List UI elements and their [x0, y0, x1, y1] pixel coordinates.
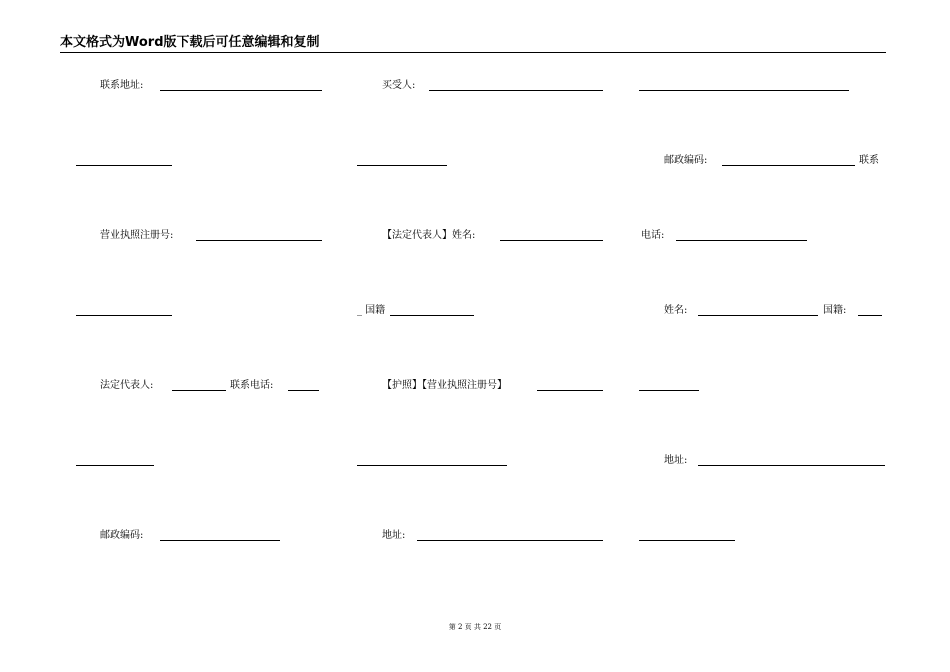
address-label-mid: 地址: — [382, 530, 406, 541]
name-field[interactable] — [698, 315, 818, 316]
contact-address-field[interactable] — [160, 90, 322, 91]
contact-tail-label: 联系 — [859, 155, 879, 166]
name-label: 姓名: — [664, 305, 688, 316]
contact-address-label: 联系地址: — [100, 80, 144, 91]
buyer-field[interactable] — [429, 90, 603, 91]
blank-field-r6-mid[interactable] — [357, 465, 507, 466]
postal-code-field-2[interactable] — [160, 540, 280, 541]
passport-reg-label: 【护照】【营业执照注册号】 — [382, 380, 507, 391]
blank-field-r1[interactable] — [639, 90, 849, 91]
legal-rep-label: 法定代表人: — [100, 380, 154, 391]
legal-rep-name-field[interactable] — [500, 240, 603, 241]
blank-field-r7-right[interactable] — [639, 540, 735, 541]
nationality-label-right: 国籍: — [823, 305, 847, 316]
business-reg-field[interactable] — [196, 240, 322, 241]
phone-field[interactable] — [676, 240, 807, 241]
legal-rep-name-label: 【法定代表人】姓名: — [382, 230, 476, 241]
header-title: 本文格式为Word版下载后可任意编辑和复制 — [60, 35, 320, 50]
nationality-field-mid[interactable] — [390, 315, 474, 316]
address-field-right[interactable] — [698, 465, 885, 466]
nationality-field-right[interactable] — [858, 315, 882, 316]
business-reg-label: 营业执照注册号: — [100, 230, 174, 241]
blank-field-r6-left[interactable] — [76, 465, 154, 466]
page-number: 第 2 页 共 22 页 — [448, 623, 502, 631]
contact-phone-label: 联系电话: — [230, 380, 274, 391]
page-footer — [0, 622, 950, 632]
address-label-right: 地址: — [664, 455, 688, 466]
nationality-label-mid: _ 国籍 — [357, 305, 386, 316]
phone-label: 电话: — [641, 230, 665, 241]
legal-rep-field[interactable] — [172, 390, 226, 391]
postal-code-label-2: 邮政编码: — [100, 530, 144, 541]
blank-field-r2-left[interactable] — [76, 165, 172, 166]
blank-field-r4-left[interactable] — [76, 315, 172, 316]
blank-field-r2-mid[interactable] — [357, 165, 447, 166]
passport-reg-field[interactable] — [537, 390, 603, 391]
postal-code-label: 邮政编码: — [664, 155, 708, 166]
buyer-label: 买受人: — [382, 80, 416, 91]
contact-phone-field[interactable] — [288, 390, 319, 391]
postal-code-field[interactable] — [722, 165, 855, 166]
blank-field-r5-right[interactable] — [639, 390, 699, 391]
address-field-mid[interactable] — [417, 540, 603, 541]
page-header — [60, 34, 886, 53]
